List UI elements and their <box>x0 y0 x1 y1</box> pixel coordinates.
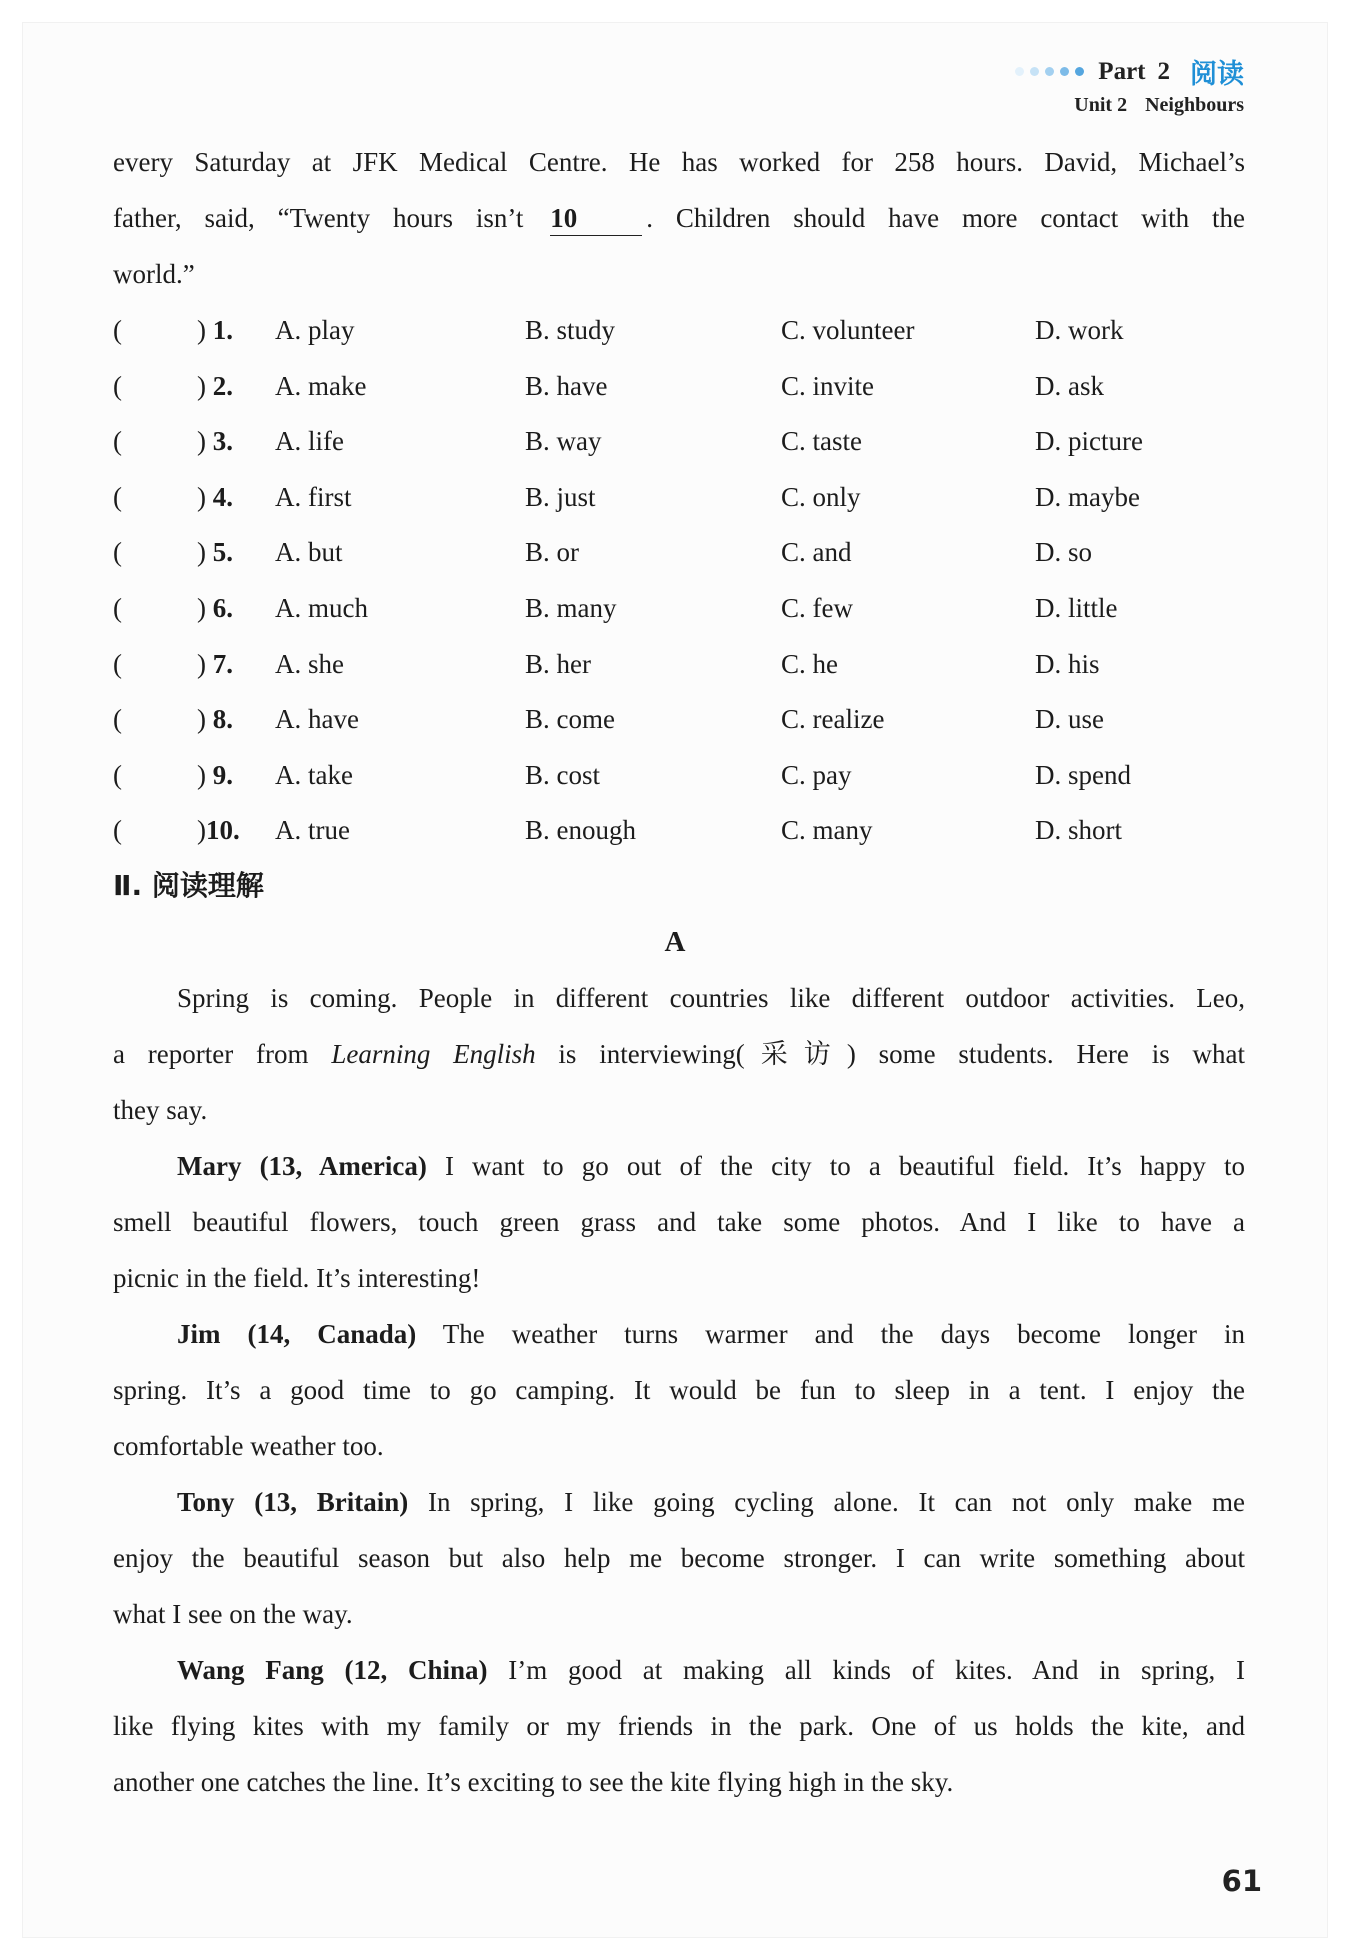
blank-10: 10 <box>550 201 642 236</box>
answer-paren-close-char: ) <box>197 759 206 790</box>
answer-paren-close-char: ) <box>197 704 206 735</box>
magazine-title: Learning English <box>331 1039 536 1069</box>
question-label <box>197 524 233 580</box>
question-label <box>197 580 233 636</box>
speaker-jim: Jim (14, Canada) <box>177 1319 417 1349</box>
option-c: C. volunteer <box>781 315 915 345</box>
mary-text-1: I want to go out of the city to a beautiful field. It’s happy to <box>444 1151 1246 1181</box>
answer-paren-close-char: ) <box>197 481 206 512</box>
option-a: A. much <box>275 593 368 623</box>
question-number: 3. <box>212 426 233 457</box>
question-number: 10. <box>206 815 240 846</box>
header-part-label: Part <box>1098 57 1146 85</box>
question-row <box>113 802 1253 858</box>
header-section-label: 阅读 <box>1190 59 1244 90</box>
question-row <box>113 636 1253 692</box>
section-title: Ⅱ. 阅读理解 <box>113 869 264 902</box>
page-number: 61 <box>1221 1864 1262 1898</box>
tony-line-2: enjoy the beautiful season but also help me become stronger. I can write something about <box>113 1543 1245 1573</box>
option-b: B. have <box>525 370 608 401</box>
option-b: B. study <box>525 315 616 345</box>
option-c: C. pay <box>781 759 852 790</box>
option-b: B. enough <box>525 815 636 846</box>
question-label <box>197 636 233 692</box>
question-label <box>197 802 240 858</box>
question-row <box>113 302 1253 358</box>
intro-line-3: they say. <box>113 1095 208 1125</box>
option-b: B. come <box>525 704 615 735</box>
continuation-line-2-before: father, said, “Twenty hours isn’t <box>113 203 524 233</box>
question-row <box>113 691 1253 747</box>
passage-letter: A <box>664 926 686 958</box>
question-label <box>197 302 233 358</box>
question-number: 5. <box>212 537 233 568</box>
answer-paren-close-char: ) <box>197 815 206 846</box>
jim-line-3: comfortable weather too. <box>113 1431 384 1461</box>
option-d: D. ask <box>1035 370 1104 401</box>
question-label <box>197 747 233 803</box>
option-b: B. many <box>525 593 617 623</box>
option-d: D. so <box>1035 537 1093 568</box>
wang-line-2: like flying kites with my family or my friends in the park. One of us holds the kite, and <box>113 1711 1245 1741</box>
question-number: 4. <box>212 481 233 512</box>
jim-line-2: spring. It’s a good time to go camping. It would be fun to sleep in a tent. I enjoy the <box>113 1375 1245 1405</box>
answer-paren-close-char: ) <box>197 537 206 568</box>
answer-paren-open[interactable]: ( <box>113 315 122 345</box>
option-d: D. work <box>1035 315 1124 345</box>
question-number: 2. <box>212 370 233 401</box>
decorative-dots-icon <box>1015 67 1084 76</box>
option-c: C. many <box>781 815 873 846</box>
option-b: B. her <box>525 648 591 679</box>
answer-paren-open[interactable]: ( <box>113 481 122 512</box>
option-d: D. spend <box>1035 759 1131 790</box>
mary-line-3: picnic in the field. It’s interesting! <box>113 1263 481 1293</box>
option-d: D. maybe <box>1035 481 1140 512</box>
intro-line-2 <box>113 1026 1245 1082</box>
answer-paren-open[interactable]: ( <box>113 593 122 623</box>
header-unit-line <box>1074 94 1244 117</box>
option-b: B. cost <box>525 759 601 790</box>
question-label <box>197 691 233 747</box>
question-number: 9. <box>212 759 233 790</box>
speaker-tony: Tony (13, Britain) <box>177 1487 409 1517</box>
question-row <box>113 413 1253 469</box>
option-b: B. just <box>525 481 596 512</box>
answer-paren-close-char: ) <box>197 426 206 457</box>
option-c: C. taste <box>781 426 862 457</box>
option-c: C. realize <box>781 704 885 735</box>
continuation-line-2 <box>113 190 1245 246</box>
answer-paren-close-char: ) <box>197 315 206 345</box>
option-a: A. first <box>275 481 352 512</box>
option-d: D. short <box>1035 815 1122 846</box>
tony-line-1 <box>113 1474 1245 1530</box>
option-a: A. play <box>275 315 355 345</box>
wang-text-1: I’m good at making all kinds of kites. And in spring, I <box>508 1655 1245 1685</box>
option-a: A. have <box>275 704 359 735</box>
header-part-line <box>1015 52 1244 91</box>
option-a: A. true <box>275 815 350 846</box>
answer-paren-open[interactable]: ( <box>113 759 122 790</box>
question-number: 6. <box>212 593 233 623</box>
option-d: D. little <box>1035 593 1118 623</box>
option-a: A. make <box>275 370 367 401</box>
header-topic: Neighbours <box>1145 94 1244 116</box>
question-label <box>197 358 233 414</box>
running-header <box>824 52 1244 132</box>
answer-paren-open[interactable]: ( <box>113 815 122 846</box>
question-row <box>113 747 1253 803</box>
option-c: C. he <box>781 648 838 679</box>
question-number: 7. <box>212 648 233 679</box>
wang-line-3: another one catches the line. It’s exciting to see the kite flying high in the sky. <box>113 1767 954 1797</box>
answer-paren-open[interactable]: ( <box>113 370 122 401</box>
answer-paren-open[interactable]: ( <box>113 648 122 679</box>
option-a: A. she <box>275 648 344 679</box>
header-part-number: 2 <box>1157 57 1170 85</box>
question-label <box>197 413 233 469</box>
wang-line-1 <box>113 1642 1245 1698</box>
header-unit: Unit 2 <box>1074 94 1128 116</box>
continuation-line-1: every Saturday at JFK Medical Centre. He has worked for 258 hours. David, Michael’s <box>113 147 1245 177</box>
option-c: C. and <box>781 537 852 568</box>
option-a: A. but <box>275 537 343 568</box>
continuation-line-3: world.” <box>113 259 195 289</box>
question-number: 1. <box>212 315 233 345</box>
answer-paren-close-char: ) <box>197 370 206 401</box>
option-d: D. use <box>1035 704 1104 735</box>
mary-line-1 <box>113 1138 1245 1194</box>
option-c: C. invite <box>781 370 874 401</box>
option-a: A. life <box>275 426 344 457</box>
option-d: D. his <box>1035 648 1100 679</box>
mary-line-2: smell beautiful flowers, touch green grass and take some photos. And I like to have a <box>113 1207 1245 1237</box>
continuation-line-2-after: . Children should have more contact with the <box>646 203 1245 233</box>
tony-text-1: In spring, I like going cycling alone. It can not only make me <box>427 1487 1245 1517</box>
option-a: A. take <box>275 759 353 790</box>
option-c: C. only <box>781 481 861 512</box>
option-b: B. way <box>525 426 602 457</box>
speaker-mary: Mary (13, America) <box>177 1151 427 1181</box>
option-d: D. picture <box>1035 426 1143 457</box>
question-row <box>113 469 1253 525</box>
answer-paren-close-char: ) <box>197 593 206 623</box>
intro-line-1: Spring is coming. People in different countries like different outdoor activities. Leo, <box>177 983 1245 1013</box>
question-row <box>113 358 1253 414</box>
question-number: 8. <box>212 704 233 735</box>
answer-paren-close-char: ) <box>197 648 206 679</box>
option-c: C. few <box>781 593 853 623</box>
answer-paren-open[interactable]: ( <box>113 704 122 735</box>
answer-paren-open[interactable]: ( <box>113 426 122 457</box>
jim-text-1: The weather turns warmer and the days become longer in <box>442 1319 1245 1349</box>
tony-line-3: what I see on the way. <box>113 1599 353 1629</box>
question-label <box>197 469 233 525</box>
question-row <box>113 524 1253 580</box>
intro-line-2-b: is interviewing(采访) some students. Here is what <box>558 1039 1245 1069</box>
answer-paren-open[interactable]: ( <box>113 537 122 568</box>
jim-line-1 <box>113 1306 1245 1362</box>
speaker-wang-fang: Wang Fang (12, China) <box>177 1655 488 1685</box>
option-b: B. or <box>525 537 579 568</box>
question-row <box>113 580 1253 636</box>
intro-line-2-a: a reporter from <box>113 1039 309 1069</box>
